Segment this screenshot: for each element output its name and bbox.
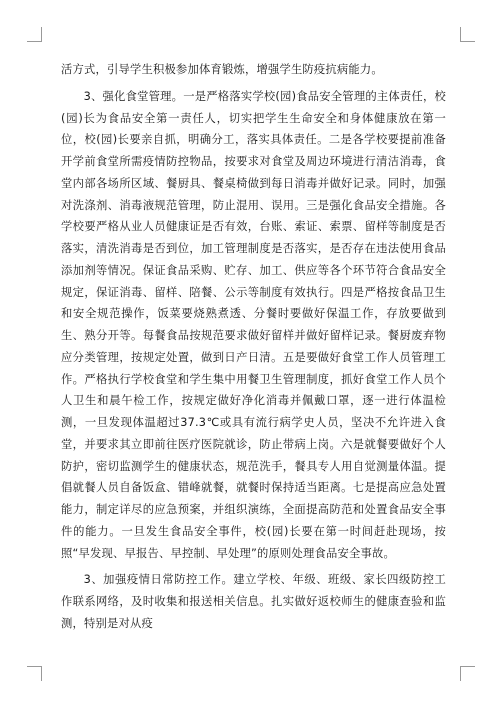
crop-mark-bottom-left: [27, 666, 42, 681]
document-page-body: [61, 59, 446, 635]
crop-mark-bottom-right: [460, 666, 475, 681]
crop-mark-top-left: [27, 27, 42, 42]
paragraph-epidemic-prevention: 3、加强疫情日常防控工作。建立学校、年级、班级、家长四级防控工作联系网络，及时收集和报送相关信息。扎实做好返校师生的健康查验和监测，特别是对从疫: [61, 573, 446, 630]
crop-mark-top-right: [460, 27, 475, 42]
paragraph-continuation: 活方式，引导学生积极参加体育锻炼，增强学生防疫抗病能力。: [61, 63, 383, 76]
paragraph-canteen-management: 3、强化食堂管理。一是严格落实学校(园)食品安全管理的主体责任，校(园)长为食品安全第一责任人，切实把学生生命安全和身体健康放在第一位，校(园)长要亲自抓，明确分工，落实具体责任。二是各学校要提前准备开学前食堂所需疫情防控物品，按要求对食堂及周边环境进行清洁消毒，食堂内部各场所区域、餐厨具、餐桌椅做到每日消毒并做好记录。同时，加强对洗涤剂、消毒液规范管理，防止混用、误用。三是强化食品安全措施。各学校要严格从业人员健康证是否有效，台账、索证、索票、留样等制度是否落实，清洗消毒是否到位，加工管理制度是否落实，是否存在违法使用食品添加剂等情况。保证食品采购、贮存、加工、供应等各个环节符合食品安全规定，保证消毒、留样、陪餐、公示等制度有效执行。四是严格按食品卫生和安全规范操作，饭菜要烧熟煮透、分餐时要做好保温工作，存放要做到生、熟分开等。每餐食品按规范要求做好留样并做好留样记录。餐厨废弃物应分类管理，按规定处置，做到日产日清。五是要做好食堂工作人员管理工作。严格执行学校食堂和学生集中用餐卫生管理制度，抓好食堂工作人员个人卫生和晨午检工作，按规定做好净化消毒并佩戴口罩，逐一进行体温检测，一旦发现体温超过37.3℃或具有流行病学史人员，坚决不允许进入食堂，并要求其立即前往医疗医院就诊，防止带病上岗。六是就餐要做好个人防护，密切监测学生的健康状态，规范洗手，餐具专人用自觉测量体温。提倡就餐人员自备饭盒、错峰就餐，就餐时保持适当距离。七是提高应急处置能力，制定详尽的应急预案，并组织演练，全面提高防范和处置食品安全事件的能力。一旦发生食品安全事件，校(园)长要在第一时间赶赴现场，按照“早发现、早报告、早控制、早处理”的原则处理食品安全事故。: [61, 89, 446, 560]
